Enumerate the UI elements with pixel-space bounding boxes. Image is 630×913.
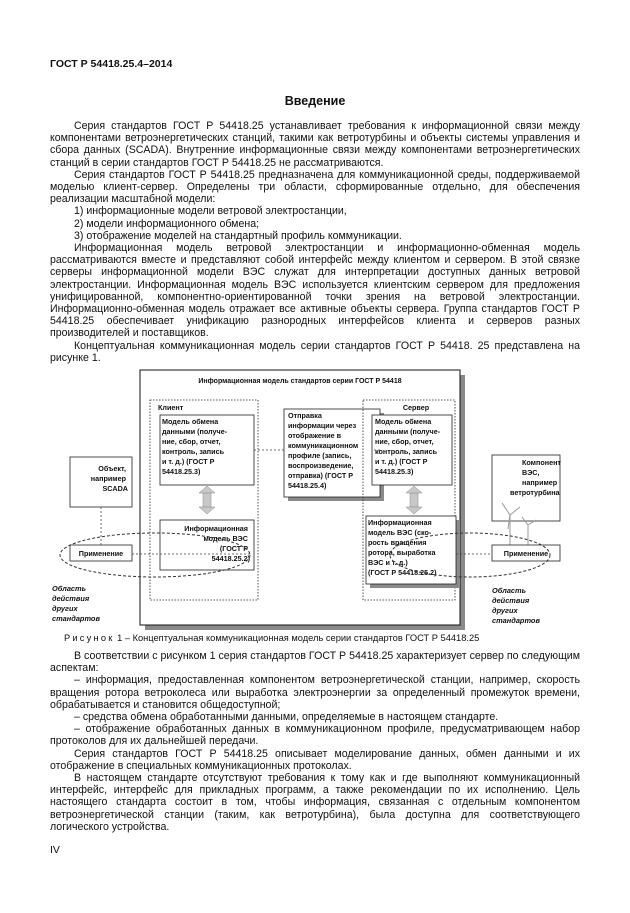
list-item: – информация, предоставленная компонентом ветроэнергетической станции, например, скорость вращения ротора ветроколеса или выработка электроэнергии за определенный промежуток времени, обрабатывается и становится общедоступной; bbox=[50, 674, 580, 711]
client-exchange-text: Модель обмена данными (получе- ние, сбор, отчет, контроль, запись и т. д.) (ГОСТ Р 54418.25.3) bbox=[162, 417, 228, 476]
client-info-text: Информационная модель ВЭС (ГОСТ Р 54418.25.2) bbox=[184, 524, 250, 563]
paragraph: В настоящем стандарте отсутствуют требования к тому как и где выполняют коммуникационный интерфейс, интерфейс для прикладных программ, а также рекомендации по их исполнению. Цель настоящего стандарта состоит в том, чтобы информация, связанная с отдельным компонентом ветроэнергетической станции (таким, как ветротурбина), была доступна для соответствующего логического устройства. bbox=[50, 772, 580, 833]
paragraph: Концептуальная коммуникационная модель серии стандартов ГОСТ Р 54418. 25 представлена на рисунке 1. bbox=[50, 339, 580, 364]
document-header: ГОСТ Р 54418.25.4–2014 bbox=[50, 58, 173, 70]
page-number: IV bbox=[50, 844, 60, 856]
paragraph: Серия стандартов ГОСТ Р 54418.25 предназначена для коммуникационной среды, поддерживаемой моделью клиент-сервер. Определены три области, сформированные отдельно, для обеспечения реализации масштабной модели: bbox=[50, 168, 580, 206]
list-item: 1) информационные модели ветровой электростанции, bbox=[74, 205, 347, 218]
paragraph: В соответствии с рисунком 1 серия стандартов ГОСТ Р 54418.25 характеризует сервер по следующим аспектам: bbox=[50, 650, 580, 675]
transfer-text: Отправка информации через отображение в коммуникационном профиле (запись, воспроизведение, отправка) (ГОСТ Р 54418.25.4) bbox=[288, 411, 359, 490]
paragraph: Серия стандартов ГОСТ Р 54418.25 описывает моделирование данных, обмен данными и их отображение в специальных коммуникационных протоколах. bbox=[50, 747, 580, 772]
list-item: 2) модели информационного обмена; bbox=[74, 217, 260, 230]
aspects-text-block bbox=[50, 650, 580, 833]
paragraph: Информационная модель ветровой электростанции и информационно-обменная модель рассматриваются вместе и представляют собой интерфейс между клиентом и сервером. В этой связке серверы информационной модели ВЭС служат для интерпретации доступных данных ветровой электростанции. Информационная модель ВЭС используется клиентским сервером для предложения унифицированной, компонентно-ориентированной точки зрения на ветровой электростанции. Информационно-обменная модель отражает все активные объекты сервера. Группа стандартов ГОСТ Р 54418.25 обеспечивает унификацию разнородных интерфейсов клиента и серверов разных производителей и поставщиков. bbox=[50, 242, 580, 340]
application-left: Применение bbox=[78, 549, 124, 558]
section-title: Введение bbox=[284, 94, 346, 108]
list-item: – отображение обработанных данных в коммуникационном профиле, предусматривающем набор протоколов для их дальнейшей передачи. bbox=[50, 723, 580, 748]
figure-caption bbox=[64, 633, 479, 643]
application-right: Применение bbox=[503, 549, 549, 558]
figure-diagram bbox=[50, 355, 580, 635]
right-component-text: Компонент ВЭС, например ветротурбина bbox=[510, 458, 561, 497]
intro-text-block bbox=[50, 120, 580, 364]
server-label: Сервер bbox=[402, 403, 430, 412]
server-info-text: Информационная модель ВЭС (ско- рость вращения ротора, выработка ВЭС и т. д.) (ГОСТ Р 54418.25.2) bbox=[368, 518, 437, 577]
server-exchange-text: Модель обмена данными (получе- ние, сбор, отчет, контроль, запись и т. д.) (ГОСТ Р 54418.25.3) bbox=[375, 417, 441, 476]
paragraph: Серия стандартов ГОСТ Р 54418.25 устанавливает требования к информационной связи между компонентами ветроэнергетических станций, такими как ветротурбины и объекты системы управления и сбора данных (SCADA). Внутренние информационные связи между компонентами ветроэнергетических станций в серии стандартов ГОСТ Р 54418.25 не рассматриваются. bbox=[50, 120, 580, 169]
other-area-right-label: Область действия других стандартов bbox=[492, 586, 540, 625]
caption-prefix: Рисунок bbox=[64, 633, 115, 643]
client-label: Клиент bbox=[158, 403, 184, 412]
outer-title: Информационная модель стандартов серии ГОСТ Р 54418 bbox=[198, 378, 402, 385]
caption-text: 1 – Концептуальная коммуникационная модель серии стандартов ГОСТ Р 54418.25 bbox=[117, 633, 480, 643]
list-item: – средства обмена обработанными данными, определяемые в настоящем стандарте. bbox=[74, 711, 499, 724]
left-object-text: Объект, например SCADA bbox=[90, 464, 128, 493]
other-area-left-label: Область действия других стандартов bbox=[52, 584, 100, 623]
list-item: 3) отображение моделей на стандартный профиль коммуникации. bbox=[74, 229, 402, 242]
